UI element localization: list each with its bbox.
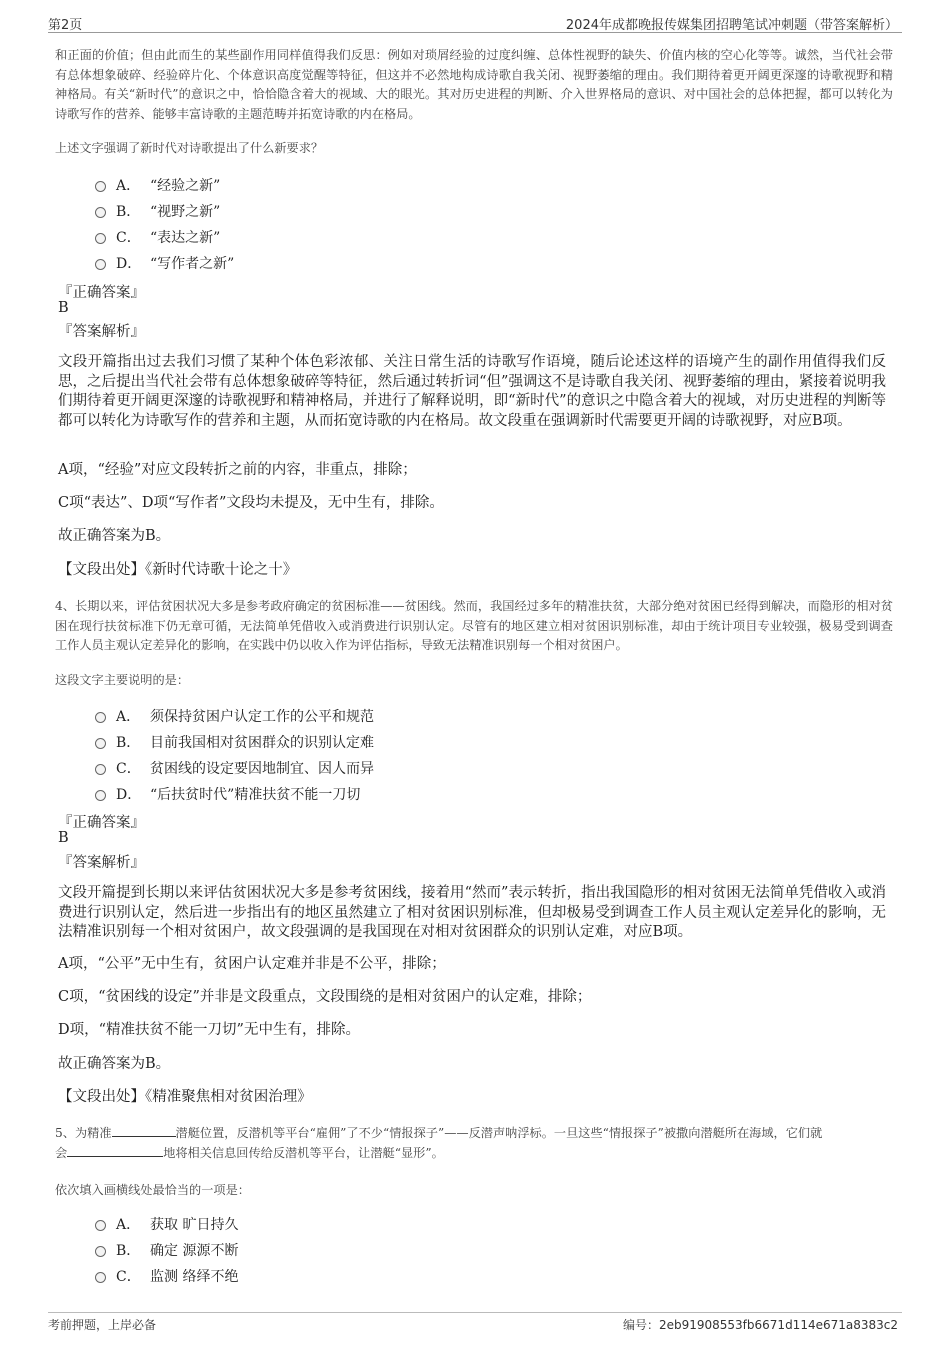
q3-passage: 和正面的价值；但由此而生的某些副作用同样值得我们反思：例如对琐屑经验的过度纠缠、总体性视野的缺失、价值内核的空心化等等。诚然，当代社会带有总体想象破碎、经验碎片化、个体意识高度觉醒等特征，但这并不必然地构成诗歌自我关闭、视野萎缩的理由。我们期待着更开阔更深邃的诗歌视野和精神格局。有关“新时代”的意识之中，恰恰隐含着大的视域、大的眼光。其对历史进程的判断、介入世界格局的意识、对中国社会的总体把握，都可以转化为诗歌写作的营养、能够丰富诗歌的主题范畴并拓宽诗歌的内在格局。 xyxy=(55,48,893,121)
q3-analysis: 文段开篇指出过去我们习惯了某种个体色彩浓郁、关注日常生活的诗歌写作语境，随后论述这样的语境产生的副作用值得我们反思，之后提出当代社会带有总体想象破碎等特征，然后通过转折词“但”强调这不是诗歌自我关闭、视野萎缩的理由，紧接着说明我们期待着更开阔更深邃的诗歌视野和精神格局，并进行了解释说明，即“新时代”的意识之中隐含着大的视域，对历史进程的判断等都可以转化为诗歌写作的营养和主题，从而拓宽诗歌的内在格局。故文段重在强调新时代需要更开阔的诗歌视野，对应B项。 xyxy=(58,354,886,429)
q3-conclusion: 故正确答案为B。 xyxy=(58,528,171,544)
radio-icon[interactable] xyxy=(95,181,106,192)
q4-analysis-label: 『答案解析』 xyxy=(58,855,145,871)
q4-note-d: D项，“精准扶贫不能一刀切”无中生有，排除。 xyxy=(58,1022,360,1038)
radio-icon[interactable] xyxy=(95,790,106,801)
radio-icon[interactable] xyxy=(95,1272,106,1283)
q3-option-a[interactable]: A． “经验之新” xyxy=(95,175,220,195)
q5-option-a[interactable]: A． 获取 旷日持久 xyxy=(95,1214,238,1234)
q4-option-a[interactable]: A． 须保持贫困户认定工作的公平和规范 xyxy=(95,706,374,726)
q4-question: 这段文字主要说明的是： xyxy=(55,673,190,687)
q4-option-d[interactable]: D． “后扶贫时代”精准扶贫不能一刀切 xyxy=(95,784,360,804)
q4-note-c: C项，“贫困线的设定”并非是文段重点，文段围绕的是相对贫困户的认定难，排除； xyxy=(58,989,592,1005)
q3-option-d[interactable]: D． “写作者之新” xyxy=(95,253,234,273)
radio-icon[interactable] xyxy=(95,712,106,723)
q5-option-c[interactable]: C． 监测 络绎不绝 xyxy=(95,1266,238,1286)
radio-icon[interactable] xyxy=(95,1220,106,1231)
q3-analysis-label: 『答案解析』 xyxy=(58,324,145,340)
q4-source: 【文段出处】《精准聚焦相对贫困治理》 xyxy=(58,1089,312,1105)
radio-icon[interactable] xyxy=(95,233,106,244)
page-header xyxy=(48,12,902,33)
q5-option-b[interactable]: B． 确定 源源不断 xyxy=(95,1240,238,1260)
q4-analysis: 文段开篇提到长期以来评估贫困状况大多是参考贫困线，接着用“然而”表示转折，指出我国隐形的相对贫困无法简单凭借收入或消费进行识别认定，然后进一步指出有的地区虽然建立了相对贫困识别标准，但却极易受到调查工作人员主观认定差异化的影响，无法精准识别每一个相对贫困户，故文段强调的是我国现在对相对贫困群众的识别认定难，对应B项。 xyxy=(58,885,886,940)
radio-icon[interactable] xyxy=(95,207,106,218)
document-title: 2024年成都晚报传媒集团招聘笔试冲刺题（带答案解析） xyxy=(565,18,898,33)
fill-blank-2 xyxy=(67,1144,163,1157)
q4-passage: 4、长期以来，评估贫困状况大多是参考政府确定的贫困标准——贫困线。然而，我国经过多年的精准扶贫，大部分绝对贫困已经得到解决，而隐形的相对贫困在现行扶贫标准下仍无章可循，无法简单凭借收入或消费进行识别认定。尽管有的地区建立相对贫困识别标准，却由于统计项目专业较强，极易受到调查工作人员主观认定差异化的影响，在实践中仍以收入作为评估指标，导致无法精准识别每一个相对贫困户。 xyxy=(55,599,893,652)
q3-source: 【文段出处】《新时代诗歌十论之十》 xyxy=(58,562,298,578)
q4-note-a: A项，“公平”无中生有，贫困户认定难并非是不公平，排除； xyxy=(58,956,446,972)
radio-icon[interactable] xyxy=(95,738,106,749)
q4-answer-label: 『正确答案』 xyxy=(58,815,145,831)
page-number: 第2页 xyxy=(48,18,83,33)
q3-answer: B xyxy=(58,300,69,316)
q3-question: 上述文字强调了新时代对诗歌提出了什么新要求？ xyxy=(55,141,324,155)
q5-question: 依次填入画横线处最恰当的一项是： xyxy=(55,1183,250,1197)
q3-note-a: A项，“经验”对应文段转折之前的内容，非重点，排除； xyxy=(58,462,417,478)
fill-blank-1 xyxy=(112,1124,176,1137)
q3-option-c[interactable]: C． “表达之新” xyxy=(95,227,220,247)
q4-conclusion: 故正确答案为B。 xyxy=(58,1056,171,1072)
radio-icon[interactable] xyxy=(95,764,106,775)
q4-answer: B xyxy=(58,830,69,846)
q4-option-c[interactable]: C． 贫困线的设定要因地制宜、因人而异 xyxy=(95,758,374,778)
q5-passage: 5、为精准 潜艇位置，反潜机等平台“雇佣”了不少“情报探子”——反潜声呐浮标。一旦这些“情报探子”被撒向潜艇所在海域，它们就 会 地将相关信息回传给反潜机等平台，让潜艇“显形”。 xyxy=(55,1126,823,1160)
page-footer xyxy=(48,1312,902,1337)
q4-option-b[interactable]: B． 目前我国相对贫困群众的识别认定难 xyxy=(95,732,374,752)
q3-note-c: C项“表达”、D项“写作者”文段均未提及，无中生有，排除。 xyxy=(58,495,444,511)
document-code: 编号：2eb91908553fb6671d114e671a8383c2 xyxy=(622,1318,898,1332)
q3-option-b[interactable]: B． “视野之新” xyxy=(95,201,220,221)
radio-icon[interactable] xyxy=(95,259,106,270)
footer-slogan: 考前押题，上岸必备 xyxy=(48,1318,157,1332)
radio-icon[interactable] xyxy=(95,1246,106,1257)
q3-answer-label: 『正确答案』 xyxy=(58,285,145,301)
